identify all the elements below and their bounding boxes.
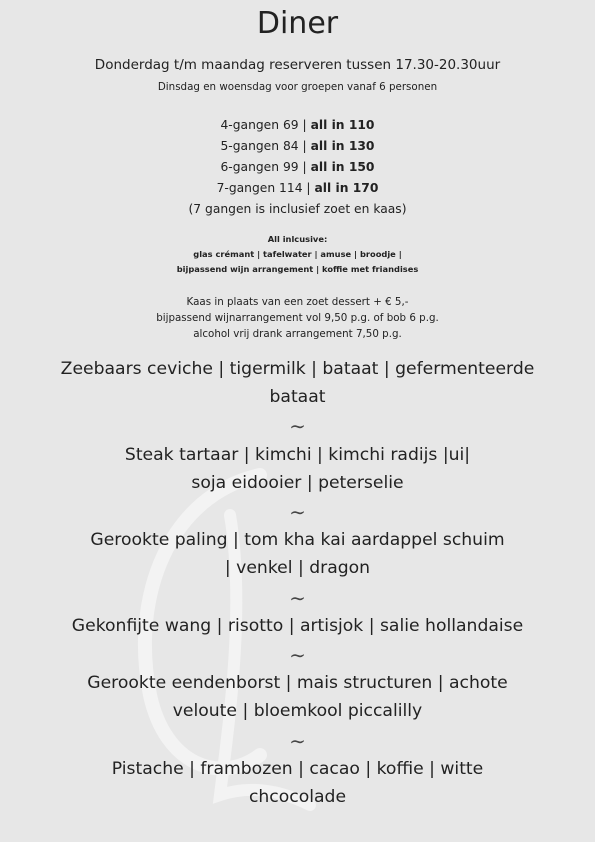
course-line: Zeebaars ceviche | tigermilk | bataat | gefermenteerde [60,359,535,379]
extra-line: bijpassend wijnarrangement vol 9,50 p.g. of bob 6 p.g. [156,312,439,324]
tilde-ornament-icon: ∼ [289,500,306,524]
group-info: Dinsdag en woensdag voor groepen vanaf 6 personen [157,81,438,93]
tilde-ornament-icon: ∼ [289,643,306,667]
all-inclusive-block [0,232,595,277]
extras-block [0,294,595,342]
price-row: 5-gangen 84 | all in 130 [220,139,375,153]
course-item [0,755,595,811]
price-note: (7 gangen is inclusief zoet en kaas) [188,202,407,216]
all-inclusive-line: bijpassend wijn arrangement | koffie met friandises [176,264,419,274]
price-row: 4-gangen 69 | all in 110 [220,118,375,132]
tilde-ornament-icon: ∼ [289,586,306,610]
price-list [0,115,595,220]
course-line: Gerookte paling | tom kha kai aardappel schuim [90,530,505,550]
course-item [0,612,595,640]
course-item [0,669,595,725]
extra-line: alcohol vrij drank arrangement 7,50 p.g. [193,328,402,340]
price-row: 7-gangen 114 | all in 170 [216,181,379,195]
tilde-ornament-icon: ∼ [289,414,306,438]
course-line: Gekonfijte wang | risotto | artisjok | salie hollandaise [71,616,524,636]
all-inclusive-heading: All inlcusive: [267,234,328,244]
course-line: Gerookte eendenborst | mais structuren | achote [87,673,508,693]
course-line: chcocolade [248,787,347,807]
page-title: Diner [256,6,339,41]
extra-line: Kaas in plaats van een zoet dessert + € 5,- [186,296,409,308]
reservation-hours: Donderdag t/m maandag reserveren tussen 17.30-20.30uur [94,57,501,73]
course-item [0,526,595,582]
course-line: | venkel | dragon [224,558,371,578]
course-line: soja eidooier | peterselie [191,473,404,493]
tilde-ornament-icon: ∼ [289,729,306,753]
course-item [0,441,595,497]
course-line: veloute | bloemkool piccalilly [172,701,423,721]
course-line: Pistache | frambozen | cacao | koffie | witte [111,759,484,779]
course-line: bataat [269,387,326,407]
all-inclusive-line: glas crémant | tafelwater | amuse | broodje | [193,249,402,259]
course-line: Steak tartaar | kimchi | kimchi radijs |ui| [124,445,471,465]
course-item [0,355,595,411]
price-row: 6-gangen 99 | all in 150 [220,160,375,174]
